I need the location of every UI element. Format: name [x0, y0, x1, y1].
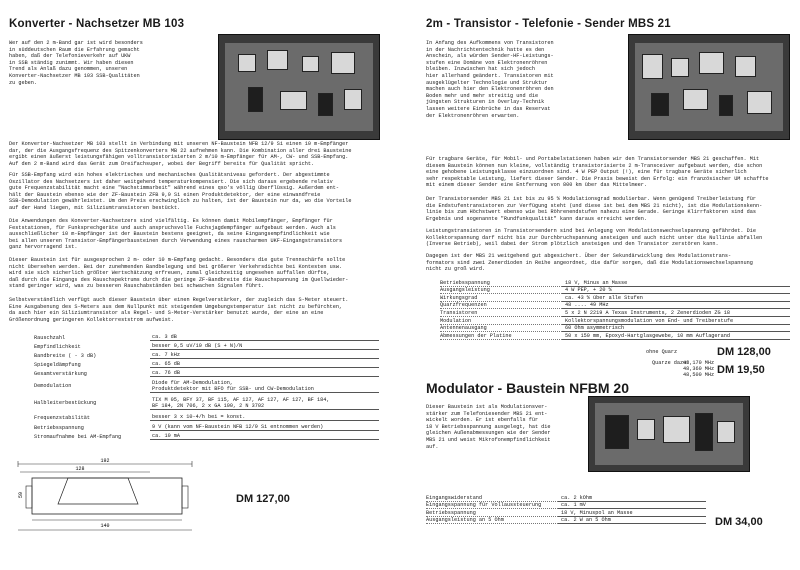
spec-row: Gesamtverstärkung ca. 76 dB [34, 369, 379, 378]
dim-label-192: 192 [100, 458, 110, 464]
spec-row: Empfindlichkeit besser 0,5 uV/10 dB (S + N)/N [34, 342, 379, 351]
spec-row: Modulation Kollektorspannungsmodulation von End- und Treiberstufe [440, 317, 790, 325]
paragraph-4-mbs21: Dagegen ist der MBS 21 weitgehend gut abgesichert. Über der Sekundärwicklung des Modulationstrans- formators sind zwei Zenerdioden in Reihe angeordnet, die dafür sorgen, daß die Modulationswechselspannung nicht zu groß wird. [426, 253, 753, 273]
page-title-mbs21: 2m - Transistor - Telefonie - Sender MBS 21 [426, 18, 671, 30]
spec-row: Eingangsspannung für Vollaussteuerung ca. 1 mV [426, 502, 706, 510]
quartz-label: Quarze dazu: [652, 360, 690, 366]
spec-row: Ausgangsleistung an 5 Ohm ca. 2 W an 5 Ohm [426, 517, 706, 525]
photo-mbs21-board [628, 34, 790, 140]
photo-mb103-board [218, 34, 380, 140]
price-quartz: DM 19,50 [717, 364, 765, 376]
spec-row: Betriebsspannung 18 V, Minus an Masse [440, 279, 790, 287]
intro-text-mbs21: In Anfang des Aufkommens von Transistoren in der Nachrichtentechnik hatte es den Anschein, als würden Sender-HF-Leistungs- stufen eine Domäne von Elektronenröhren bleiben. Inzwischen hat sich jedoch hier allerhand geändert. Transistoren mit ausgeklügelter Technologie und Struktur machen auch hier den Elektronenröhren den Boden mehr und mehr streitig und die jüngsten Strukturen in Overlay-Technik lassen weitere Einbrüche in das Reservat der Elektronenröhren erwarten. [426, 40, 554, 119]
spec-table-mbs21 [440, 279, 790, 340]
price-nfbm20: DM 34,00 [715, 516, 763, 528]
spec-row: Halbleiterbestückung TIX M 05, BFY 37, BF 115, AF 127, AF 127, AF 127, BF 184, BF 184, 2N 706, 2 x GA 100, 2 N 3702 [34, 394, 379, 412]
dim-label-140: 140 [100, 523, 110, 529]
spec-row: Stromaufnahme bei AM-Empfang ca. 10 mA [34, 432, 379, 441]
spec-row: Rauschzahl ca. 3 dB [34, 333, 379, 342]
dim-label-128: 128 [75, 466, 85, 472]
spec-table-mb103 [34, 333, 379, 441]
spec-row: Betriebsspannung 18 V, Minuspol an Masse [426, 509, 706, 517]
paragraph-1-mbs21: Für tragbare Geräte, für Mobil- und Portabelstationen haben wir den Transistorsender MBS 21 geschaffen. Mit diesem Baustein können nun kleine, vollständig transistorisierte 2 m-Transceiver aufgebaut werden, die schon eine gehobene Leistungsklasse einzuordnen sind. 4 W PEP Output (!), eine für tragbare Geräte sicherlich sehr respektable Leistung, liefert dieser Sender. Die Praxis beweist den Erfolg: ein französischer UM schaffte mit einem dieser Sender eine Entfernung von 800 km über das Mittelmeer. [426, 156, 769, 189]
paragraph-2-mbs21: Der Transistorsender MBS 21 ist bis zu 95 % Modulationsgrad modulierbar. Wenn genügend Treiberleistung für die Endstufentransistoren zur Verfügung steht (und diese ist bei dem MBS 21 nicht), ist die Modulationskenn- linie bis zum Höchstwert ebenso wie bei Röhrenendstufen nahezu eine Gerade. Geringe Klirrfaktoren sind das Ergebnis und sogenannte "Rundfunkqualität" kann daraus erreicht werden. [426, 196, 763, 222]
dimension-drawing-mb103 [10, 458, 200, 538]
quartz-item: 48,170 MHz [683, 360, 715, 366]
paragraph-5-mb103: Selbstverständlich verfügt auch dieser Baustein über einen Regelverstärker, der zugleich das S-Meter steuert. Eine Ausgabenung des S-Meters aus dem Nullpunkt mit steigendem Umgebungstemperatur ist nicht zu befürchten, da auch hier ein Siliziumtransistor als Regel- und S-Meter-Verstärker benutzt wurde, der eine an eine Größenordnung geringeren Kollektorreststrom aufweist. [9, 297, 349, 323]
paragraph-1-mb103: Der Konverter-Nachsetzer MB 103 stellt in Verbindung mit unseren NF-Baustein NFB 12/9 Si einen 10 m-Empfänger dar, der die Ausgangsfrequenz des Spitzenkonverters MB 22 aufnehmen kann. Die Kombination aller drei Bausteine ergibt einen äußerst leistungsfähigen volltransistorisierten 2 m/10 m-Empfänger für AM-, CW- und SSB-Empfang. Auf den 2 m-Band wird das Gerät zum Dreifachsuper, wobei der Begriff bereits für Qualität spricht. [9, 141, 352, 167]
spec-row: Quarzfrequenzen 48 .... 49 MHz [440, 302, 790, 310]
spec-row: Demodulation Diode für AM-Demodulation, Produktdetektor mit BFO für SSB- und CW-Demodulation [34, 378, 379, 394]
quartz-item: 48,360 MHz [683, 366, 715, 372]
spec-row: Frequenzstabilität besser 3 x 10-4/h bei = konst. [34, 412, 379, 423]
spec-row: Antennenausgang 60 Ohm asymmetrisch [440, 325, 790, 333]
price-note-ohne-quarz: ohne Quarz [646, 349, 678, 355]
intro-text-nfbm20: Dieser Baustein ist als Modulationsver- stärker zum Telefoniesender MBS 21 ent- wickelt worden. Er ist ebenfalls für 18 V Betriebsspannung ausgelegt, hat die gleichen Außenabmessungen wie der Sender MBS 21 und weist Mikrofonempfindlichkeit auf. [426, 404, 551, 450]
quartz-item: 48,500 MHz [683, 372, 715, 378]
dim-label-59: 59 [18, 491, 24, 498]
paragraph-2-mb103: Für SSB-Empfang wird ein hohes elektrisches und mechanisches Qualitätsniveau gefordert. Der abgestimmte Oszillator des Nachsetzers ist daher weitgehend temperaturkompensiert. Die sich daraus ergebende relativ gute Frequenzstabilität macht eine "Nachstimmarbeit" während eines qso's völlig überflüssig. Außerdem ent- hält der Baustein ebenso wie der ZF-Baustein ZFB 9,0 Si einen Produktdetektor, der eine einwandfreie SSB-Demodulation gewährleistet. Um den Preis erschwinglich zu halten, ist der Baustein nur da, wo die Vorteile auf der Hand liegen, mit Siliziumtransistoren bestückt. [9, 172, 352, 211]
paragraph-3-mb103: Die Anwendungen des Konverter-Nachsetzers sind vielfältig. Es können damit Mobilempfänger, Empfänger für Feststationen, für Funksprechgeräte und auch anspruchsvolle Fuchsjagdempfänger aufgebaut werden. Auch als ausschließlicher 10 m-Empfänger ist der Baustein bestens geeignet, da seine Eingangsempfindlichkeit wie bei allen unseren Transistor-Empfängerbausteinen durch Verwendung eines rauscharmen UKF-Eingangstransistors ganz hervorragend ist. [9, 218, 343, 251]
spec-row: Spiegeldämpfung ca. 65 dB [34, 360, 379, 369]
spec-row: Bandbreite ( - 3 dB) ca. 7 kHz [34, 351, 379, 360]
intro-text-mb103: Wer auf den 2 m-Band gar ist wird besonders in süddeutschen Raum die Erfahrung gemacht haben, daß der Telefonieverkehr auf UKW in SSB ständig zunimmt. Wir haben diesen Trend als Anlaß dazu genommen, unseren Konverter-Nachsetzer MB 103 SSB-Qualitäten zu geben. [9, 40, 143, 86]
price-mbs21: DM 128,00 [717, 346, 771, 358]
photo-nfbm20-board [588, 396, 750, 472]
price-mb103: DM 127,00 [236, 493, 290, 505]
spec-row: Abmessungen der Platine 50 x 150 mm, Epoxyd-Hartglasgewebe, 10 mm Auflagerand [440, 332, 790, 340]
spec-row: Wirkungsgrad ca. 43 % über alle Stufen [440, 294, 790, 302]
spec-row: Betriebsspannung 9 V (kann vom NF-Baustein NFB 12/9 Si entnommen werden) [34, 423, 379, 432]
section-title-nfbm20: Modulator - Baustein NFBM 20 [426, 380, 630, 396]
spec-row: Ausgangsleistung 4 W PEP, + 20 % [440, 287, 790, 295]
paragraph-3-mbs21: Leistungstransistoren in Transistorsendern sind bei Anlegung von Modulationswechselspannung gefährdet. Die Kollektorspannung darf nicht bis zur Durchbruchspannung ansteigen und auch nicht unter die Nullinie abfallen (Inverse Betrieb), weil dabei der Strom plötzlich ansteigen und den Transistor zerstören kann. [426, 228, 763, 248]
page-title-mb103: Konverter - Nachsetzer MB 103 [9, 18, 185, 30]
spec-row: Eingangswiderstand ca. 2 kOhm [426, 494, 706, 502]
paragraph-4-mb103: Dieser Baustein ist für ausgesprochen 2 m- oder 10 m-Empfang gedacht. Besonders die gute Trennschärfe sollte nicht übersehen werden. Bei der zunehmenden Bandbelegung und bei größerer Verkehrsdichte bei Kontesten usw. wird sie sich sicherlich größter Wertschätzung erfreuen, zumal gleichzeitig ungesehen auffallen dürfte, daß durch die Eingangs des Rauschspektrums durch die geringe ZF-Bandbreite die Rauschspannung im Quellwieder- stand geringer wird, was zu besseren Rauschabständen bei schwachen Signalen führt. [9, 257, 349, 290]
spec-table-nfbm20 [426, 494, 706, 524]
spec-row: Transistoren 5 x 2 N 2219 A Texas Instruments, 2 Zenerdioden ZG 18 [440, 309, 790, 317]
